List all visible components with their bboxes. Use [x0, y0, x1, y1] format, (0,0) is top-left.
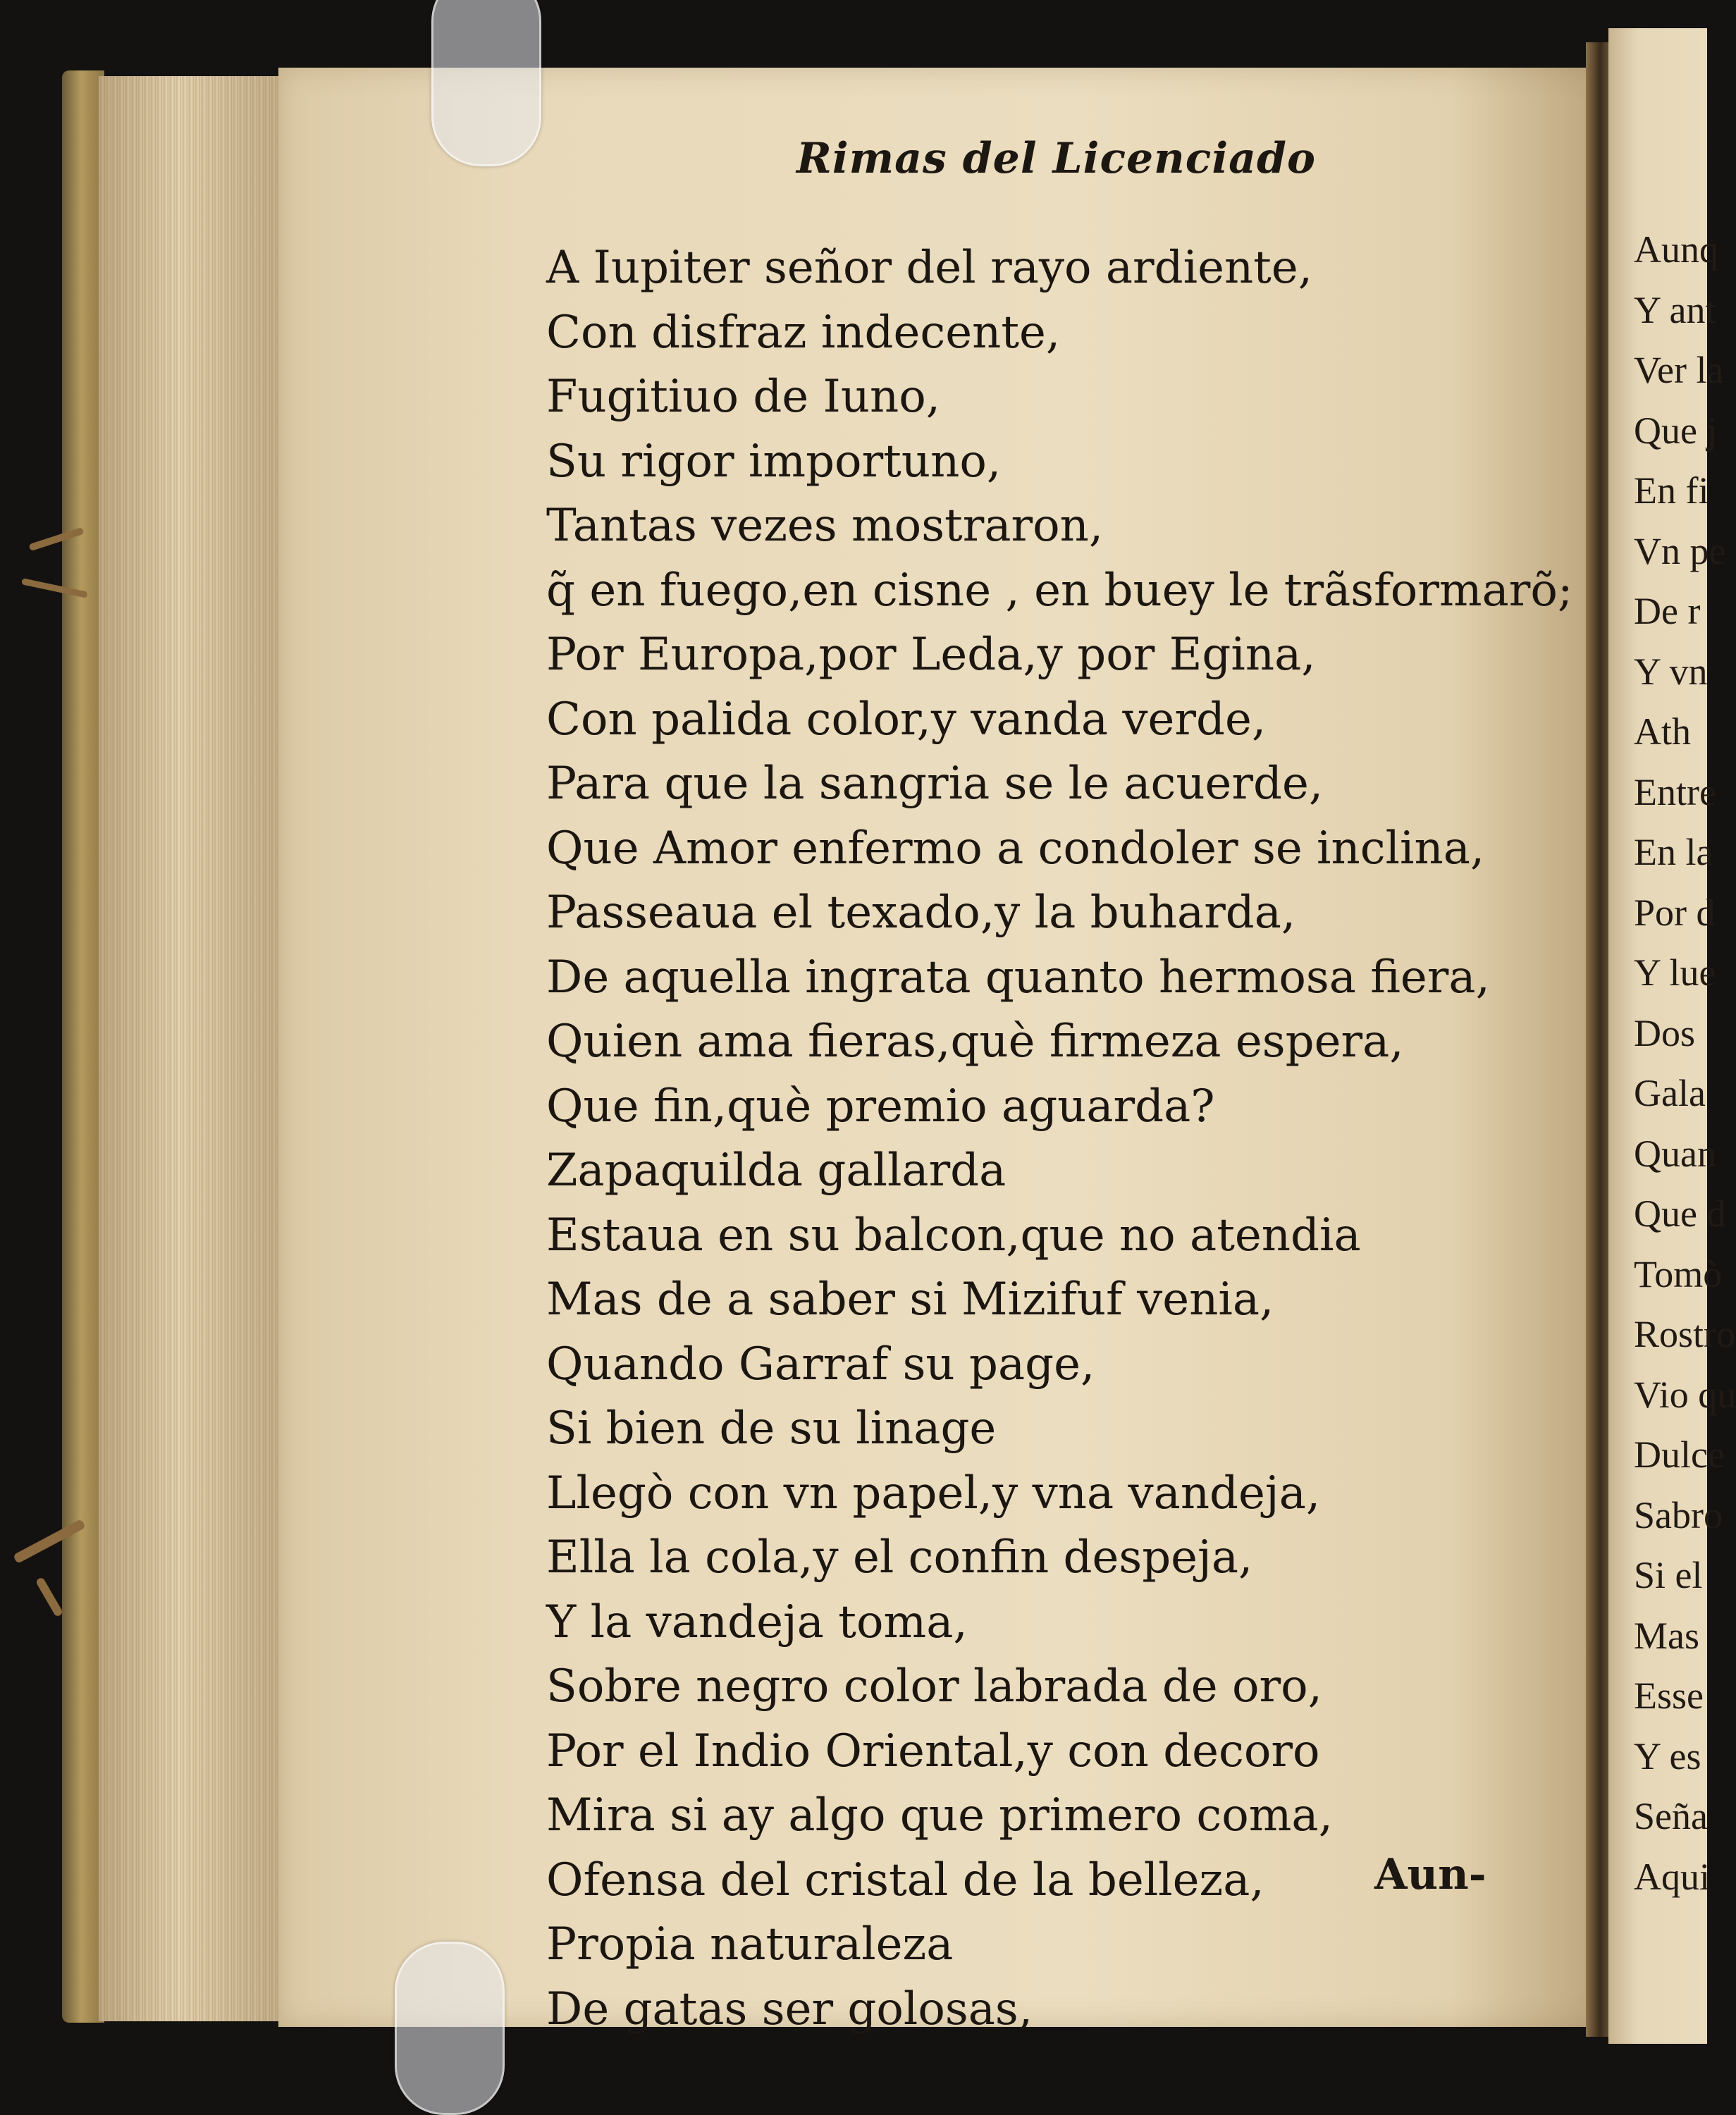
verse-line: Por el Indio Oriental,y con decoro [546, 1725, 1320, 1777]
page-stack-edge [99, 76, 296, 2021]
facing-line-fragment: Vn pe [1634, 529, 1726, 572]
verse-line: Que Amor enfermo a condoler se inclina, [546, 822, 1485, 875]
verse-line: Quien ama fieras,què firmeza espera, [546, 1016, 1404, 1068]
book-clip-bottom [395, 1942, 505, 2115]
verse-line: De aquella ingrata quanto hermosa fiera, [546, 951, 1490, 1004]
verse-line: Y la vandeja toma, [546, 1596, 968, 1648]
facing-line-fragment: Mas [1634, 1614, 1699, 1657]
running-head: Rimas del Licenciado [796, 134, 1316, 183]
facing-page-text [1634, 220, 1736, 1907]
verse-line: Fugitiuo de Iuno, [546, 371, 941, 423]
facing-line-fragment: Seña [1634, 1795, 1708, 1837]
facing-line-fragment: Ver la [1634, 349, 1724, 391]
verse-line: Passeaua el texado,y la buharda, [546, 887, 1296, 939]
facing-line-fragment: Vio qu [1634, 1373, 1736, 1416]
facing-line-fragment: Tomò [1634, 1252, 1723, 1295]
verse-block [546, 236, 1572, 2042]
book-clip-top [431, 0, 541, 166]
facing-line-fragment: Si el [1634, 1554, 1703, 1596]
verse-line: A Iupiter señor del rayo ardiente, [546, 242, 1313, 294]
facing-line-fragment: Y vn [1634, 650, 1708, 693]
facing-line-fragment: Sabro [1634, 1493, 1723, 1536]
facing-line-fragment: Dulce [1634, 1433, 1725, 1476]
facing-line-fragment: Entre [1634, 770, 1716, 813]
facing-line-fragment: Y ant [1634, 288, 1716, 331]
facing-line-fragment: Quan [1634, 1132, 1716, 1175]
tie-string [35, 1577, 63, 1617]
book-cover-edge [62, 70, 104, 2023]
verse-line: Mas de a saber si Mizifuf venia, [546, 1274, 1274, 1326]
verse-line: Sobre negro color labrada de oro, [546, 1660, 1322, 1713]
facing-line-fragment: En la [1634, 831, 1713, 873]
facing-line-fragment: Por d [1634, 891, 1716, 934]
facing-line-fragment: Aqui [1634, 1855, 1710, 1898]
verse-line: Ofensa del cristal de la belleza, [546, 1854, 1264, 1906]
verse-line: Por Europa,por Leda,y por Egina, [546, 629, 1316, 681]
verse-line: Ella la cola,y el confin despeja, [546, 1531, 1253, 1584]
verse-line: Para que la sangria se le acuerde, [546, 758, 1324, 810]
verse-line: Si bien de su linage [546, 1402, 997, 1455]
facing-line-fragment: Gala [1634, 1072, 1706, 1114]
verse-line: Tantas vezes mostraron, [546, 500, 1104, 552]
facing-line-fragment: Dos [1634, 1011, 1696, 1054]
verse-line: Propia naturaleza [546, 1918, 954, 1971]
verse-line: De gatas ser golosas, [546, 1983, 1033, 2035]
facing-line-fragment: Esse [1634, 1675, 1704, 1717]
facing-line-fragment: Rostro [1634, 1313, 1736, 1355]
facing-line-fragment: Aunq [1634, 228, 1718, 271]
facing-line-fragment: Que d [1634, 1192, 1726, 1235]
verse-line: Con disfraz indecente, [546, 306, 1061, 359]
verse-line: Estaua en su balcon,que no atendia [546, 1209, 1361, 1262]
verse-line: Que fin,què premio aguarda? [546, 1080, 1215, 1133]
facing-line-fragment: Y lue [1634, 951, 1716, 994]
verse-line: Llegò con vn papel,y vna vandeja, [546, 1467, 1321, 1519]
facing-line-fragment: Y es [1634, 1734, 1701, 1777]
facing-line-fragment: En fi [1634, 469, 1709, 512]
verse-line: Zapaquilda gallarda [546, 1145, 1006, 1197]
verse-line: q̃ en fuego,en cisne , en buey le trãsformarõ; [546, 564, 1573, 617]
verse-line: Quando Garraf su page, [546, 1338, 1095, 1391]
facing-line-fragment: Que j [1634, 409, 1718, 452]
verse-line: Con palida color,y vanda verde, [546, 693, 1267, 746]
verse-line: Su rigor importuno, [546, 435, 1002, 488]
verse-line: Mira si ay algo que primero coma, [546, 1789, 1333, 1842]
facing-line-fragment: Ath [1634, 710, 1691, 753]
facing-line-fragment: De r [1634, 590, 1701, 632]
catchword: Aun- [1374, 1850, 1486, 1899]
